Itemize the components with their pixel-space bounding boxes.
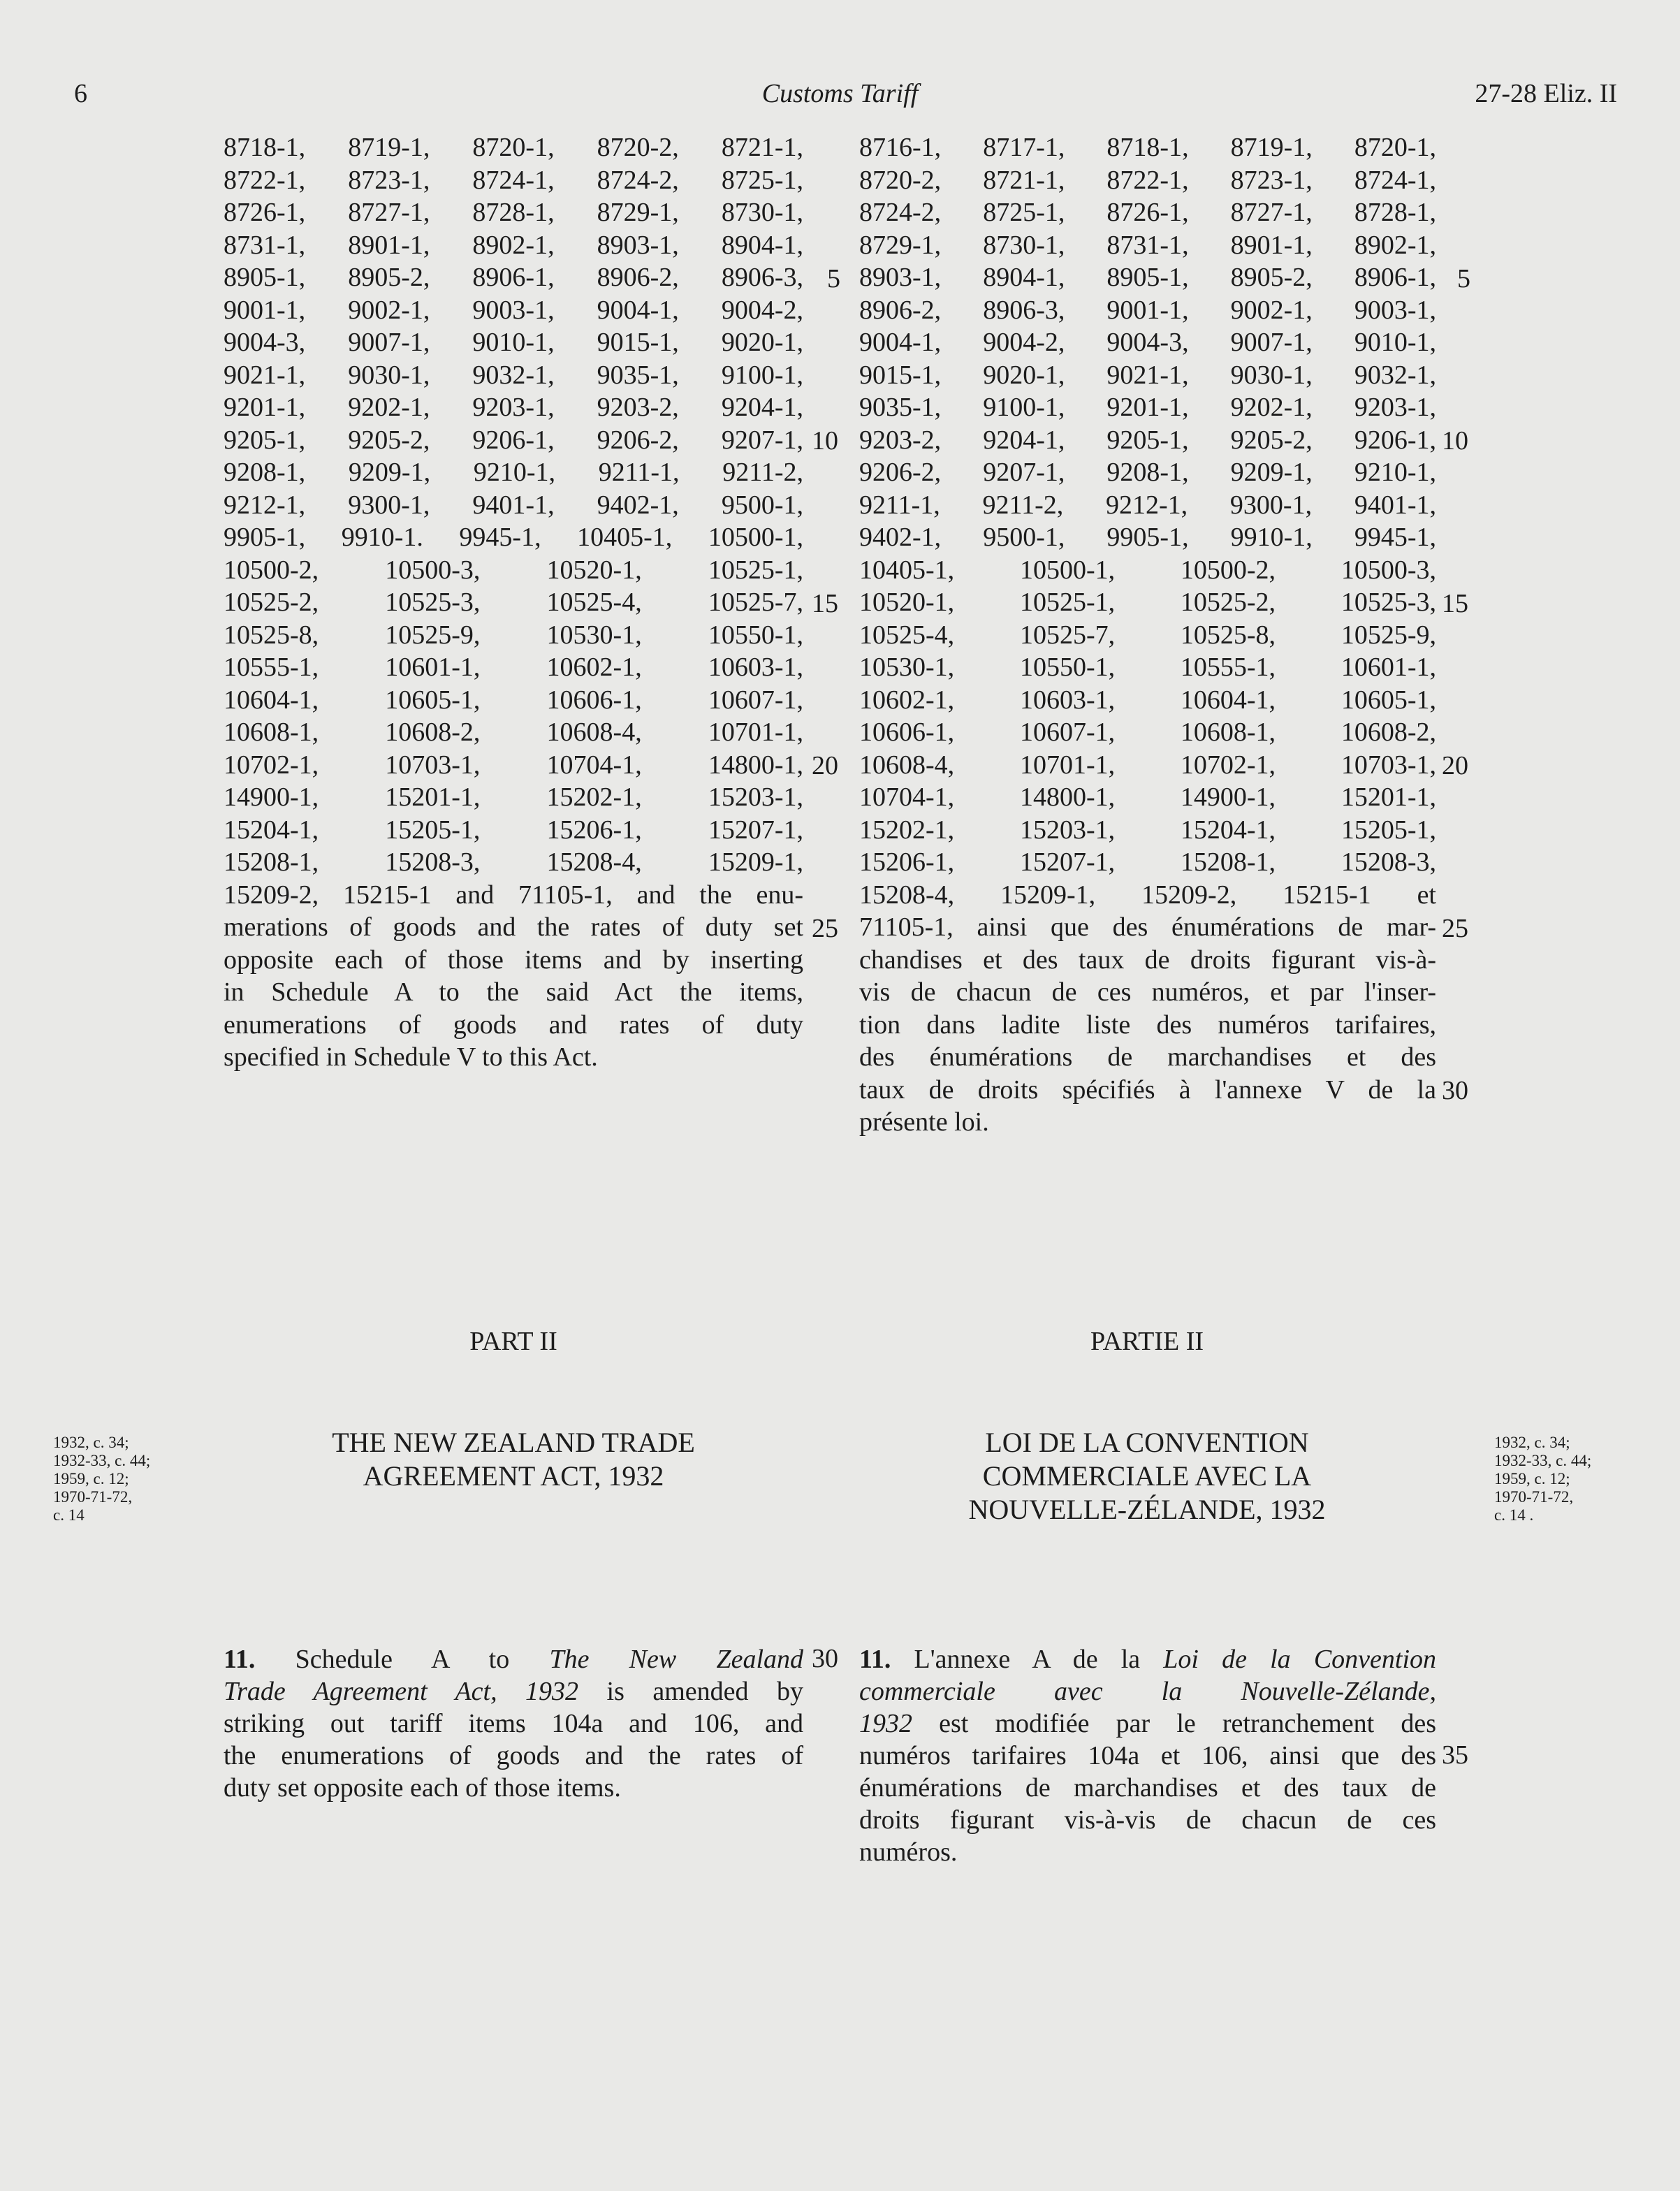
running-title: Customs Tariff — [761, 79, 919, 108]
text-line: in Schedule A to the said Act the items, — [224, 977, 803, 1007]
text-line: 10702-1, 10703-1, 10704-1, 14800-1, — [224, 750, 803, 780]
text-line: 10608-4, 10701-1, 10702-1, 10703-1, — [859, 750, 1436, 780]
text-line: taux de droits spécifiés à l'annexe V de la — [859, 1075, 1436, 1105]
line-number: 25 — [812, 914, 838, 943]
text-line: 8906-2, 8906-3, 9001-1, 9002-1, 9003-1, — [859, 295, 1436, 325]
text-line: 9201-1, 9202-1, 9203-1, 9203-2, 9204-1, — [224, 393, 803, 422]
text-line: 10500-2, 10500-3, 10520-1, 10525-1, — [224, 555, 803, 585]
french-tariff-text — [859, 131, 1436, 1139]
text-line: 10604-1, 10605-1, 10606-1, 10607-1, — [224, 685, 803, 715]
text-line: 71105-1, ainsi que des énumérations de mar- — [859, 912, 1436, 942]
text-line: 8731-1, 8901-1, 8902-1, 8903-1, 8904-1, — [224, 230, 803, 260]
text-line: 8720-2, 8721-1, 8722-1, 8723-1, 8724-1, — [859, 165, 1436, 195]
section-11-french: 11. L'annexe A de la Loi de la Convention commerciale avec la Nouvelle-Zélande, 1932 est modifiée par le retranchement des numéros tarifaires 104a et 106, ainsi que des énumérations de marchandises et des taux de droits figurant vis-à-vis de chacun de ces numéros. — [859, 1645, 1437, 1867]
text-line: 10520-1, 10525-1, 10525-2, 10525-3, — [859, 588, 1436, 617]
text-line: 14900-1, 15201-1, 15202-1, 15203-1, — [224, 782, 803, 812]
text-line: 9205-1, 9205-2, 9206-1, 9206-2, 9207-1, — [224, 425, 803, 455]
text-line: 8729-1, 8730-1, 8731-1, 8901-1, 8902-1, — [859, 230, 1436, 260]
text-line: chandises et des taux de droits figurant vis-à- — [859, 945, 1436, 975]
text-line: 15208-1, 15208-3, 15208-4, 15209-1, — [224, 847, 803, 877]
text-line: 10704-1, 14800-1, 14900-1, 15201-1, — [859, 782, 1436, 812]
text-line: 15204-1, 15205-1, 15206-1, 15207-1, — [224, 815, 803, 845]
text-line: 15202-1, 15203-1, 15204-1, 15205-1, — [859, 815, 1436, 845]
text-line: 9402-1, 9500-1, 9905-1, 9910-1, 9945-1, — [859, 523, 1436, 552]
text-line: 10555-1, 10601-1, 10602-1, 10603-1, — [224, 653, 803, 682]
text-line: 8716-1, 8717-1, 8718-1, 8719-1, 8720-1, — [859, 133, 1436, 162]
text-line: 8722-1, 8723-1, 8724-1, 8724-2, 8725-1, — [224, 165, 803, 195]
line-number: 30 — [812, 1644, 838, 1673]
line-number: 10 — [1442, 426, 1468, 456]
text-line: 10525-2, 10525-3, 10525-4, 10525-7, — [224, 588, 803, 617]
text-line: 10405-1, 10500-1, 10500-2, 10500-3, — [859, 555, 1436, 585]
text-line: 10530-1, 10550-1, 10555-1, 10601-1, — [859, 653, 1436, 682]
text-line: merations of goods and the rates of duty set — [224, 912, 803, 942]
line-number: 30 — [1442, 1076, 1468, 1105]
text-line: enumerations of goods and rates of duty — [224, 1010, 803, 1040]
text-line: 8718-1, 8719-1, 8720-1, 8720-2, 8721-1, — [224, 133, 803, 162]
line-number: 35 — [1442, 1740, 1468, 1770]
english-tariff-text — [224, 131, 803, 1074]
line-number: 15 — [1442, 589, 1468, 618]
text-line: 9001-1, 9002-1, 9003-1, 9004-1, 9004-2, — [224, 295, 803, 325]
line-number: 5 — [1457, 264, 1470, 293]
text-line: 8726-1, 8727-1, 8728-1, 8729-1, 8730-1, — [224, 198, 803, 227]
text-line: vis de chacun de ces numéros, et par l'inser- — [859, 977, 1436, 1007]
text-line: 15209-2, 15215-1 and 71105-1, and the enu- — [224, 880, 803, 910]
text-line: 8724-2, 8725-1, 8726-1, 8727-1, 8728-1, — [859, 198, 1436, 227]
text-line: 9021-1, 9030-1, 9032-1, 9035-1, 9100-1, — [224, 360, 803, 390]
section-11-english: 11. Schedule A to The New Zealand Trade Agreement Act, 1932 is amended by striking out tariff items 104a and 106, and the enumerations of goods and the rates of duty set opposite each of those items. — [224, 1645, 804, 1803]
text-line: 10608-1, 10608-2, 10608-4, 10701-1, — [224, 718, 803, 747]
text-line: présente loi. — [859, 1107, 989, 1137]
page-number: 6 — [74, 79, 87, 108]
text-line: 9212-1, 9300-1, 9401-1, 9402-1, 9500-1, — [224, 490, 803, 520]
text-line: 9035-1, 9100-1, 9201-1, 9202-1, 9203-1, — [859, 393, 1436, 422]
text-line: 9004-3, 9007-1, 9010-1, 9015-1, 9020-1, — [224, 328, 803, 357]
line-number: 20 — [1442, 751, 1468, 780]
text-line: opposite each of those items and by inserting — [224, 945, 803, 975]
text-line: 9203-2, 9204-1, 9205-1, 9205-2, 9206-1, — [859, 425, 1436, 455]
line-number: 5 — [827, 264, 840, 293]
part-heading-french: PARTIE II — [1090, 1327, 1204, 1356]
line-number: 10 — [812, 426, 838, 456]
line-number: 15 — [812, 589, 838, 618]
text-line: 9206-2, 9207-1, 9208-1, 9209-1, 9210-1, — [859, 458, 1436, 487]
regnal-year: 27-28 Eliz. II — [1475, 79, 1617, 108]
text-line: 9905-1, 9910-1. 9945-1, 10405-1, 10500-1, — [224, 523, 803, 552]
text-line: 9211-1, 9211-2, 9212-1, 9300-1, 9401-1, — [859, 490, 1436, 520]
act-title-french: LOI DE LA CONVENTION COMMERCIALE AVEC LA NOUVELLE-ZÉLANDE, 1932 — [968, 1427, 1326, 1525]
text-line: 15206-1, 15207-1, 15208-1, 15208-3, — [859, 847, 1436, 877]
text-line: specified in Schedule V to this Act. — [224, 1042, 598, 1072]
text-line: 9208-1, 9209-1, 9210-1, 9211-1, 9211-2, — [224, 458, 803, 487]
text-line: tion dans ladite liste des numéros tarifaires, — [859, 1010, 1436, 1040]
text-line: 10525-8, 10525-9, 10530-1, 10550-1, — [224, 620, 803, 650]
act-title-english: THE NEW ZEALAND TRADE AGREEMENT ACT, 1932 — [332, 1427, 695, 1492]
text-line: 10606-1, 10607-1, 10608-1, 10608-2, — [859, 718, 1436, 747]
text-line: des énumérations de marchandises et des — [859, 1042, 1436, 1072]
text-line: 9004-1, 9004-2, 9004-3, 9007-1, 9010-1, — [859, 328, 1436, 357]
text-line: 15208-4, 15209-1, 15209-2, 15215-1 et — [859, 880, 1436, 910]
text-line: 10602-1, 10603-1, 10604-1, 10605-1, — [859, 685, 1436, 715]
section-number: 11. — [224, 1645, 256, 1674]
part-heading-english: PART II — [469, 1327, 557, 1356]
text-line: 9015-1, 9020-1, 9021-1, 9030-1, 9032-1, — [859, 360, 1436, 390]
line-number: 25 — [1442, 914, 1468, 943]
text-line: 10525-4, 10525-7, 10525-8, 10525-9, — [859, 620, 1436, 650]
margin-note-right: 1932, c. 34; 1932-33, c. 44; 1959, c. 12; 1970-71-72, c. 14 . — [1494, 1434, 1592, 1524]
line-number: 20 — [812, 751, 838, 780]
text-line: 8903-1, 8904-1, 8905-1, 8905-2, 8906-1, — [859, 263, 1436, 292]
text-line: 8905-1, 8905-2, 8906-1, 8906-2, 8906-3, — [224, 263, 803, 292]
margin-note-left: 1932, c. 34; 1932-33, c. 44; 1959, c. 12; 1970-71-72, c. 14 — [53, 1434, 151, 1524]
